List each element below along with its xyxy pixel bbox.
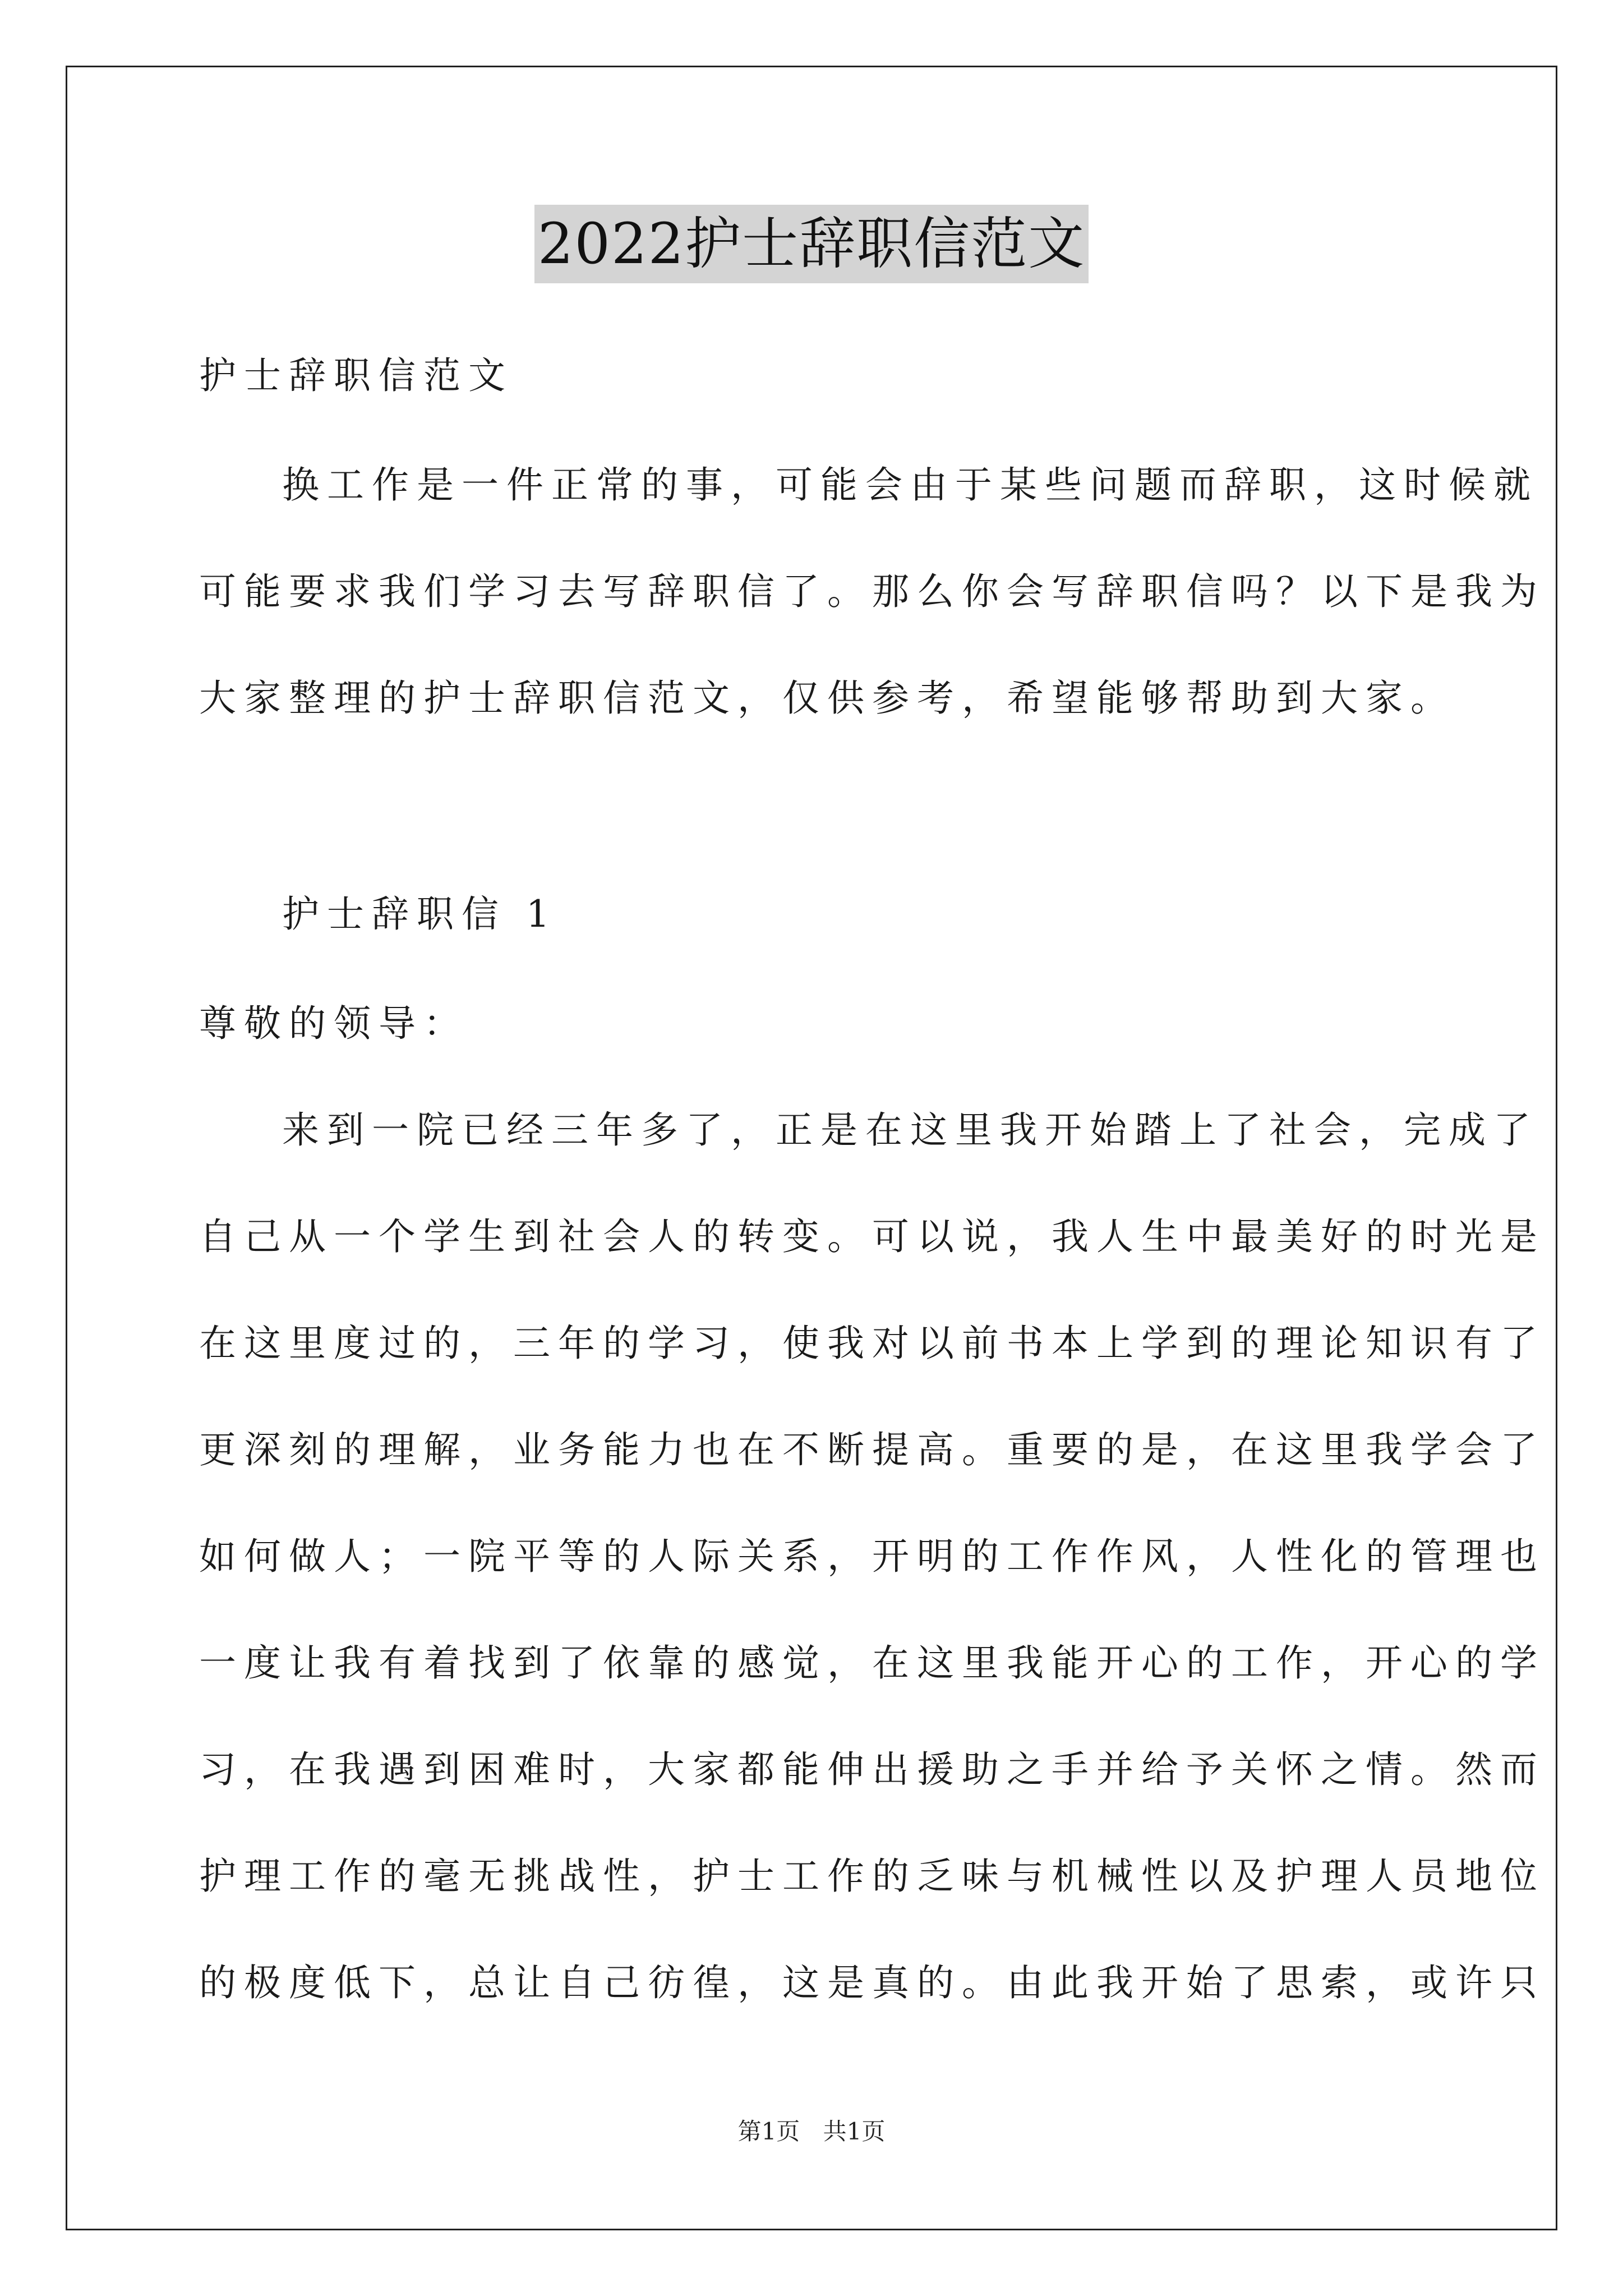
intro-line: 换工作是一件正常的事，可能会由于某些问题而辞职，这时候就	[282, 463, 1538, 507]
subtitle: 护士辞职信范文	[199, 354, 513, 397]
body-line: 护理工作的毫无挑战性，护士工作的乏味与机械性以及护理人员地位	[199, 1855, 1545, 1898]
body-line: 习，在我遇到困难时，大家都能伸出援助之手并给予关怀之情。然而	[199, 1748, 1545, 1791]
body-line: 自己从一个学生到社会人的转变。可以说，我人生中最美好的时光是	[199, 1215, 1545, 1258]
body-line: 一度让我有着找到了依靠的感觉，在这里我能开心的工作，开心的学	[199, 1641, 1545, 1685]
page-footer	[0, 2115, 1623, 2148]
page-total: 共1页	[823, 2118, 886, 2145]
title-container	[0, 205, 1623, 283]
intro-line: 可能要求我们学习去写辞职信了。那么你会写辞职信吗？以下是我为	[199, 570, 1545, 613]
body-line: 如何做人；一院平等的人际关系，开明的工作作风，人性化的管理也	[199, 1535, 1545, 1578]
body-line: 的极度低下，总让自己彷徨，这是真的。由此我开始了思索，或许只	[199, 1961, 1545, 2004]
body-line: 在这里度过的，三年的学习，使我对以前书本上学到的理论知识有了	[199, 1322, 1545, 1365]
document-title: 2022护士辞职信范文	[534, 205, 1089, 283]
intro-line: 大家整理的护士辞职信范文，仅供参考，希望能够帮助到大家。	[199, 677, 1455, 720]
section-heading: 护士辞职信 1	[282, 892, 557, 936]
salutation: 尊敬的领导：	[199, 1002, 468, 1045]
body-line: 更深刻的理解，业务能力也在不断提高。重要的是，在这里我学会了	[199, 1428, 1545, 1471]
body-line: 来到一院已经三年多了，正是在这里我开始踏上了社会，完成了	[282, 1108, 1538, 1152]
page-number: 第1页	[737, 2118, 800, 2145]
